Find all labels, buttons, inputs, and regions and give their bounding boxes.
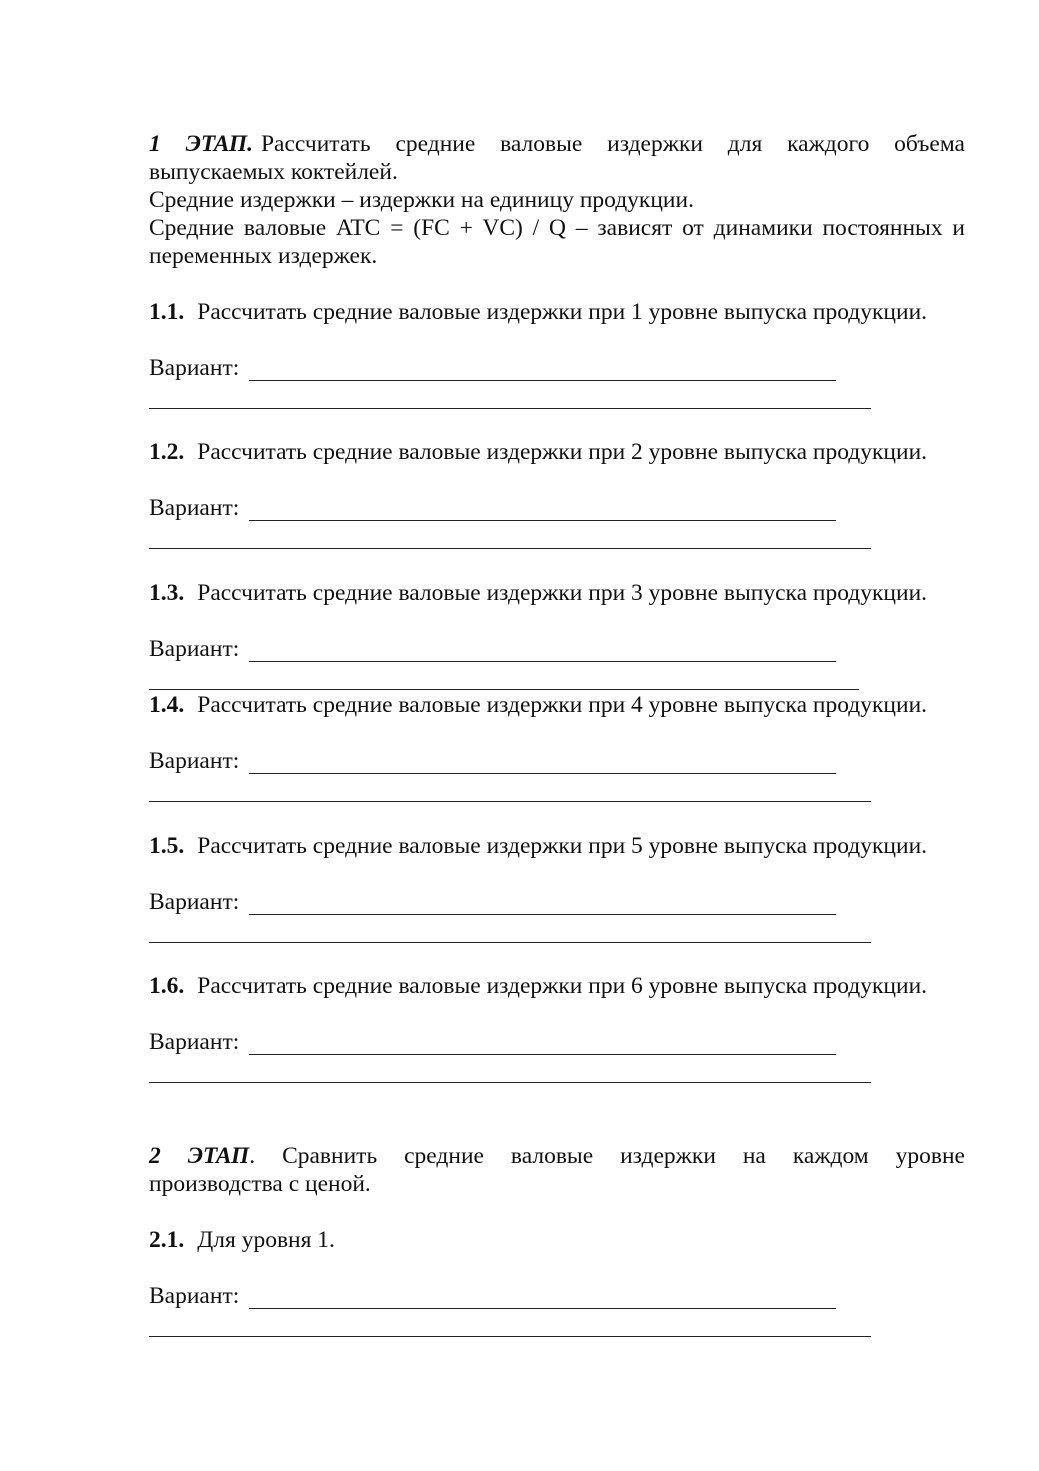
variant-label: Вариант: — [149, 355, 240, 381]
variant-label: Вариант: — [149, 636, 240, 662]
stage1-label: 1 ЭТАП. — [149, 131, 253, 157]
task-text: Рассчитать средние валовые издержки при 6 уровне выпуска продукции. — [197, 973, 928, 999]
variant-label: Вариант: — [149, 889, 240, 915]
variant-label: Вариант: — [149, 1029, 240, 1055]
answer-line[interactable] — [249, 661, 836, 662]
task-number: 1.5. — [149, 833, 185, 859]
variant-label: Вариант: — [149, 495, 240, 521]
answer-line[interactable] — [249, 914, 836, 915]
answer-line[interactable] — [149, 801, 871, 802]
task-number: 1.4. — [149, 692, 185, 718]
answer-line[interactable] — [149, 1336, 871, 1337]
stage1-definition: Средние издержки – издержки на единицу продукции. — [149, 187, 694, 213]
answer-line[interactable] — [149, 408, 871, 409]
variant-label: Вариант: — [149, 748, 240, 774]
task-1-6 — [149, 972, 965, 1000]
stage1-formula-line2: переменных издержек. — [149, 243, 378, 269]
task-number: 1.3. — [149, 580, 185, 606]
task-number: 2.1. — [149, 1227, 185, 1253]
task-1-3 — [149, 579, 965, 607]
variant-label: Вариант: — [149, 1283, 240, 1309]
answer-line[interactable] — [249, 1308, 836, 1309]
task-text: Рассчитать средние валовые издержки при 5 уровне выпуска продукции. — [197, 833, 928, 859]
stage1-intro-line2: выпускаемых коктейлей. — [149, 159, 398, 185]
task-text: Для уровня 1. — [197, 1227, 335, 1253]
answer-line[interactable] — [149, 689, 859, 690]
answer-line[interactable] — [249, 1054, 836, 1055]
answer-line[interactable] — [149, 1082, 871, 1083]
task-number: 1.6. — [149, 973, 185, 999]
task-1-2 — [149, 438, 965, 466]
task-1-5 — [149, 832, 965, 860]
stage1-intro-text: Рассчитать средние валовые издержки для каждого объема — [260, 131, 965, 157]
answer-line[interactable] — [149, 942, 871, 943]
task-1-4 — [149, 691, 965, 719]
task-2-1 — [149, 1226, 965, 1254]
answer-line[interactable] — [149, 548, 871, 549]
task-text: Рассчитать средние валовые издержки при 2 уровне выпуска продукции. — [197, 439, 928, 465]
task-text: Рассчитать средние валовые издержки при 3 уровне выпуска продукции. — [197, 580, 928, 606]
task-text: Рассчитать средние валовые издержки при 4 уровне выпуска продукции. — [197, 692, 928, 718]
answer-line[interactable] — [249, 380, 836, 381]
stage2-intro-line2: производства с ценой. — [149, 1171, 371, 1197]
task-text: Рассчитать средние валовые издержки при 1 уровне выпуска продукции. — [197, 299, 928, 325]
stage1-intro-line1 — [149, 130, 965, 158]
answer-line[interactable] — [249, 520, 836, 521]
task-1-1 — [149, 298, 965, 326]
task-number: 1.1. — [149, 299, 185, 325]
task-number: 1.2. — [149, 439, 185, 465]
stage1-formula-line1: Средние валовые ATC = (FC + VC) / Q – зависят от динамики постоянных и — [149, 215, 965, 241]
answer-line[interactable] — [249, 773, 836, 774]
stage2-intro-line1 — [149, 1142, 965, 1170]
stage2-intro-text: . Сравнить средние валовые издержки на каждом уровне — [249, 1143, 965, 1169]
stage2-label: 2 ЭТАП — [149, 1143, 250, 1169]
